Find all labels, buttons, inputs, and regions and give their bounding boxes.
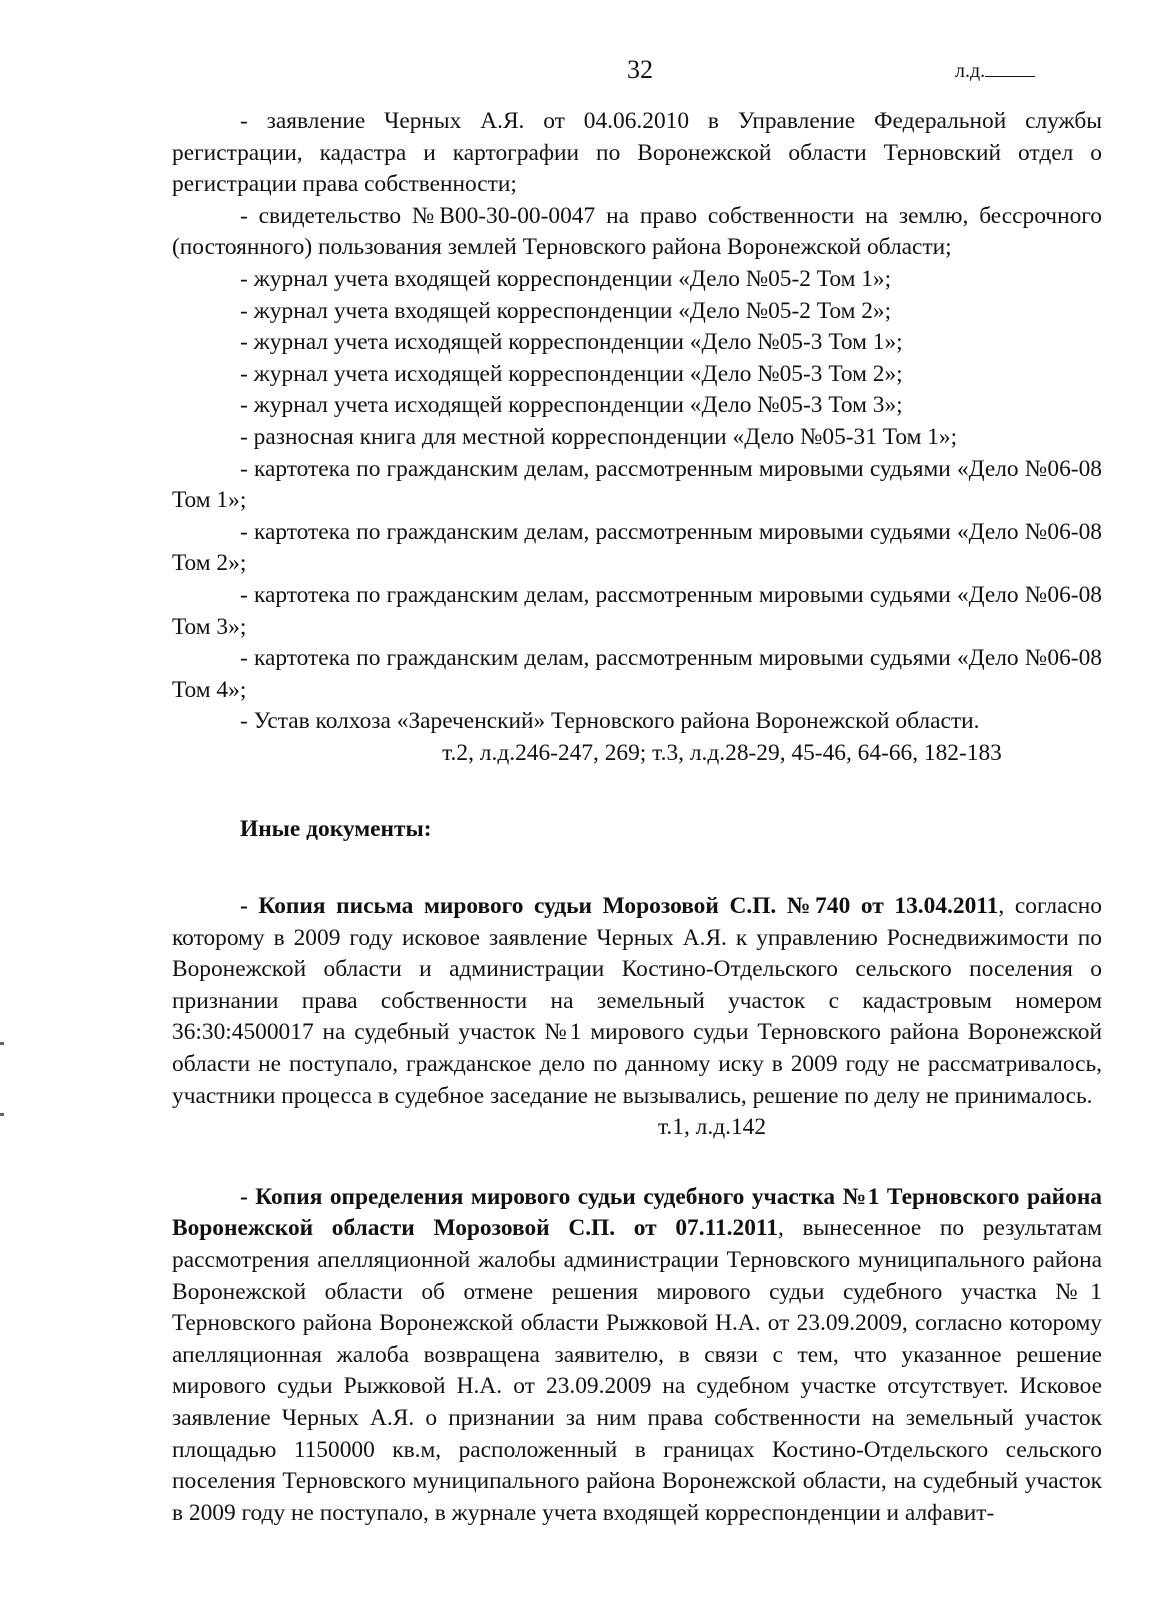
list-item: - разносная книга для местной корреспонденции «Дело №05-31 Том 1»;	[240, 423, 958, 450]
entry-body: , вынесенное по результатам рассмотрения апелляционной жалобы администрации Терновского муниципального района Воронежской области об отмене решения мирового судьи судебного участка №1 Терновского района Воронежской области Рыжковой Н.А. от 23.09.2009, согласно которому апелляционная жалоба возвращена заявителю, в связи с тем, что указанное решение мирового судьи Рыжковой Н.А. от 23.09.2009 на судебном участке отсутствует. Исковое заявление Черных А.Я. о признании за ним права собственности на земельный участок площадью 1150000 кв.м, расположенный в границах Костино-Отдельского сельского поселения Терновского муниципального района Воронежской области, на судебный участок в 2009 году не поступало, в журнале учета входящей корреспонденции и алфавит-	[172, 1215, 1103, 1526]
list-item: - журнал учета входящей корреспонденции «Дело №05-2 Том 1»;	[240, 265, 892, 292]
entry-title: - Копия письма мирового судьи Морозовой С.П. №740 от 13.04.2011	[240, 893, 999, 920]
section-heading: Иные документы:	[240, 816, 432, 843]
list-item: - картотека по гражданским делам, рассмотренным мировыми судьями «Дело №06-08 Том 2»;	[172, 518, 1102, 577]
sheet-number-blank	[985, 58, 1035, 77]
document-body	[172, 106, 1102, 1529]
sheet-ref-label: л.д.	[955, 60, 986, 82]
spacer	[172, 1144, 1102, 1182]
document-entry	[172, 891, 1102, 1144]
case-file-reference: т.2, л.д.246-247, 269; т.3, л.д.28-29, 45-46, 64-66, 182-183	[442, 739, 1002, 766]
list-item: - Устав колхоза «Зареченский» Терновского района Воронежской области.	[240, 708, 980, 735]
list-item: - заявление Черных А.Я. от 04.06.2010 в Управление Федеральной службы регистрации, кадастра и картографии по Воронежской области Терновский отдел о регистрации права собственности;	[172, 108, 1102, 198]
entry-body: , согласно которому в 2009 году исковое заявление Черных А.Я. к управлению Роснедвижимости по Воронежской области и администрации Костино-Отдельского сельского поселения о признании права собственности на земельный участок с кадастровым номером 36:30:4500017 на судебный участок №1 мирового судьи Терновского района Воронежской области не поступало, гражданское дело по данному иску в 2009 году не рассматривалось, участники процесса в судебное заседание не вызывались, решение по делу не принималось.	[172, 893, 1103, 1109]
document-entry	[172, 1182, 1102, 1530]
entry-title: - Копия определения мирового судьи судебного участка №1 Терновского района Воронежской области Морозовой С.П. от 07.11.2011	[172, 1183, 1102, 1242]
entry-paragraph	[172, 1182, 1102, 1530]
list-item: - журнал учета входящей корреспонденции «Дело №05-2 Том 2»;	[240, 297, 892, 324]
list-item: - картотека по гражданским делам, рассмотренным мировыми судьями «Дело №06-08 Том 1»;	[172, 455, 1102, 514]
list-item: - картотека по гражданским делам, рассмотренным мировыми судьями «Дело №06-08 Том 3»;	[172, 581, 1102, 640]
case-file-reference: т.1, л.д.142	[657, 1114, 767, 1141]
list-item: - журнал учета исходящей корреспонденции «Дело №05-3 Том 1»;	[240, 329, 903, 356]
scan-margin-mark	[0, 1042, 4, 1045]
entry-paragraph	[172, 891, 1102, 1112]
scan-margin-mark	[0, 1113, 4, 1116]
spacer	[172, 769, 1102, 814]
list-item: - свидетельство №В00-30-00-0047 на право собственности на землю, бессрочного (постоянного) пользования землей Терновского района Воронежской области;	[172, 202, 1102, 261]
spacer	[172, 846, 1102, 891]
page-number: 32	[627, 55, 653, 84]
list-item: - картотека по гражданским делам, рассмотренным мировыми судьями «Дело №06-08 Том 4»;	[172, 645, 1102, 703]
list-item: - журнал учета исходящей корреспонденции «Дело №05-3 Том 2»;	[240, 360, 903, 387]
materials-list	[172, 106, 1102, 769]
sheet-reference	[955, 58, 1035, 84]
list-item: - журнал учета исходящей корреспонденции «Дело №05-3 Том 3»;	[240, 392, 903, 419]
